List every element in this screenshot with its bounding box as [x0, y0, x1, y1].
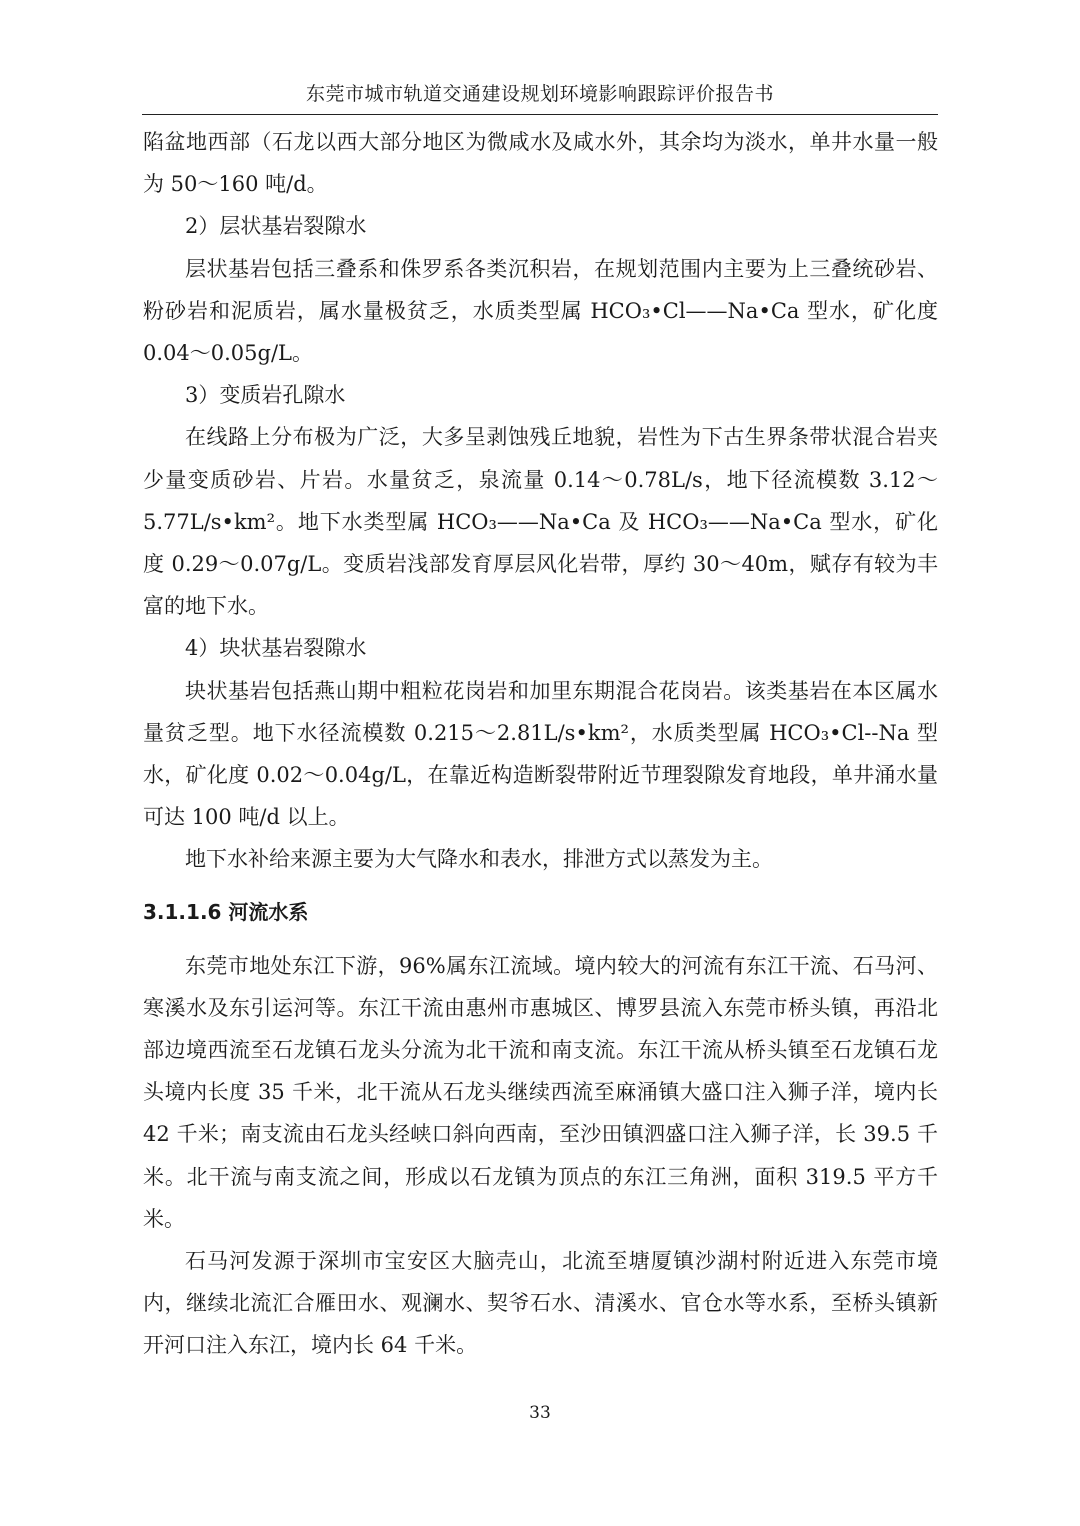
header-title: 东莞市城市轨道交通建设规划环境影响跟踪评价报告书 — [305, 83, 774, 105]
paragraph-recharge-source: 地下水补给来源主要为大气降水和表水，排泄方式以蒸发为主。 — [185, 847, 773, 872]
page-number: 33 — [529, 1403, 551, 1423]
paragraph-shallow-aquifer-continuation: 陷盆地西部（石龙以西大部分地区为微咸水及咸水外，其余均为淡水，单井水量一般为 50～160 吨/d。 — [143, 130, 938, 197]
subheading-layered-bedrock-fissure-water: 2）层状基岩裂隙水 — [185, 214, 367, 239]
section-heading-river-system: 3.1.1.6 河流水系 — [143, 899, 309, 924]
paragraph-shima-river: 石马河发源于深圳市宝安区大脑壳山，北流至塘厦镇沙湖村附近进入东莞市境内，继续北流汇合雁田水、观澜水、契爷石水、清溪水、官仓水等水系，至桥头镇新开河口注入东江，境内长 64 千米。 — [143, 1249, 938, 1358]
paragraph-massive-bedrock: 块状基岩包括燕山期中粗粒花岗岩和加里东期混合花岗岩。该类基岩在本区属水量贫乏型。地下水径流模数 0.215～2.81L/s•km²，水质类型属 HCO₃•Cl--Na 型水，矿化度 0.02～0.04g/L，在靠近构造断裂带附近节理裂隙发育地段，单井涌水量可达 100 吨/d 以上。 — [143, 678, 938, 830]
page-header — [142, 79, 938, 115]
subheading-metamorphic-pore-water: 3）变质岩孔隙水 — [185, 383, 346, 408]
document-body — [143, 121, 938, 1367]
paragraph-dongjiang-river: 东莞市地处东江下游，96%属东江流域。境内较大的河流有东江干流、石马河、寒溪水及东引运河等。东江干流由惠州市惠城区、博罗县流入东莞市桥头镇，再沿北部边境西流至石龙镇石龙头分流为北干流和南支流。东江干流从桥头镇至石龙镇石龙头境内长度 35 千米，北干流从石龙头继续西流至麻涌镇大盛口注入狮子洋，境内长 42 千米；南支流由石龙头经峡口斜向西南，至沙田镇泗盛口注入狮子洋，长 39.5 千米。北干流与南支流之间，形成以石龙镇为顶点的东江三角洲，面积 319.5 平方千米。 — [143, 953, 938, 1231]
subheading-massive-bedrock-fissure-water: 4）块状基岩裂隙水 — [185, 636, 367, 661]
paragraph-metamorphic-rock: 在线路上分布极为广泛，大多呈剥蚀残丘地貌，岩性为下古生界条带状混合岩夹少量变质砂岩、片岩。水量贫乏，泉流量 0.14～0.78L/s，地下径流模数 3.12～5.77L/s•km²。地下水类型属 HCO₃——Na•Ca 及 HCO₃——Na•Ca 型水，矿化度 0.29～0.07g/L。变质岩浅部发育厚层风化岩带，厚约 30～40m，赋存有较为丰富的地下水。 — [143, 425, 938, 619]
paragraph-layered-bedrock: 层状基岩包括三叠系和侏罗系各类沉积岩，在规划范围内主要为上三叠统砂岩、粉砂岩和泥质岩，属水量极贫乏，水质类型属 HCO₃•Cl——Na•Ca 型水，矿化度 0.04～0.05g/L。 — [143, 256, 938, 366]
